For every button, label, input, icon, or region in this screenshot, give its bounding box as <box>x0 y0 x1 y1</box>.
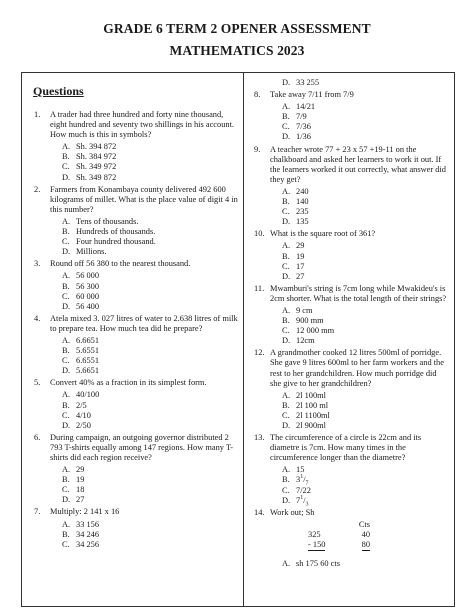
question-text: Take away 7/11 from 7/9 <box>270 90 354 100</box>
option-letter: D. <box>282 421 291 430</box>
option-text: 18 <box>76 485 85 495</box>
answer-option <box>282 272 448 282</box>
option-text: 27 <box>296 271 305 281</box>
question-number: 10. <box>254 229 265 239</box>
question-number: 8. <box>254 90 261 100</box>
option-text: 14/21 <box>296 102 316 112</box>
answer-option <box>282 197 448 207</box>
answer-option <box>282 401 448 411</box>
option-letter: C. <box>62 539 70 549</box>
option-text: 235 <box>296 207 309 217</box>
answer-option <box>62 421 238 431</box>
answer-option <box>282 207 448 217</box>
option-text: 900 mm <box>296 316 324 326</box>
option-text: Tens of thousands. <box>76 216 139 226</box>
option-letter: B. <box>62 152 70 162</box>
answer-option <box>62 227 238 237</box>
question-1 <box>30 110 238 140</box>
option-letter: D. <box>282 217 291 227</box>
question-5 <box>30 378 238 388</box>
option-letter: C. <box>62 356 70 366</box>
option-letter: A. <box>62 465 71 475</box>
option-text: 4/10 <box>76 410 91 420</box>
fraction-denominator: 7 <box>305 481 309 488</box>
question-text: A trader had three hundred and forty nine thousand, eight hundred and seventy two shillings in his account. How much is this in symbols? <box>50 110 234 140</box>
question-12 <box>250 348 448 388</box>
question-2 <box>30 185 238 215</box>
question-13 <box>250 433 448 463</box>
question-number: 3. <box>34 259 41 269</box>
option-text: 29 <box>296 241 305 251</box>
question-6 <box>30 433 238 463</box>
answer-options <box>282 241 448 281</box>
option-letter: B. <box>62 281 70 291</box>
question-number: 7. <box>34 507 41 517</box>
question-11 <box>250 284 448 304</box>
option-letter: B. <box>282 316 290 326</box>
answer-options <box>282 465 448 508</box>
answer-option <box>282 252 448 262</box>
option-text: 7/36 <box>296 122 311 132</box>
work-row <box>308 530 370 540</box>
option-letter: B. <box>62 475 70 485</box>
answer-options <box>62 271 238 311</box>
answer-option <box>62 247 238 257</box>
question-number: 13. <box>254 433 265 443</box>
option-letter: D. <box>282 132 291 142</box>
question-14 <box>250 508 448 518</box>
fraction-denominator: 3 <box>305 501 309 508</box>
shillings-value: - 150 <box>308 540 325 551</box>
option-text: 5.6551 <box>76 346 100 356</box>
option-letter: A. <box>282 305 291 315</box>
answer-options <box>282 78 448 88</box>
answer-option <box>62 152 238 162</box>
question-4 <box>30 314 238 334</box>
answer-options <box>282 102 448 142</box>
answer-option <box>62 282 238 292</box>
option-text: 9 cm <box>296 305 313 315</box>
option-text: 7/9 <box>296 112 307 122</box>
option-text: 33 255 <box>296 78 320 87</box>
shillings-value: 325 <box>308 529 321 539</box>
question-7 <box>30 507 238 517</box>
right-column <box>250 78 448 571</box>
answer-option <box>282 465 448 475</box>
answer-options <box>282 391 448 431</box>
option-text: 34 256 <box>76 539 100 549</box>
answer-option <box>62 237 238 247</box>
option-letter: A. <box>282 102 291 112</box>
answer-option <box>282 316 448 326</box>
option-letter: D. <box>282 336 291 346</box>
answer-option <box>62 302 238 312</box>
question-10 <box>250 229 448 239</box>
answer-option <box>62 271 238 281</box>
answer-option <box>282 122 448 132</box>
option-letter: D. <box>62 247 71 257</box>
option-letter: D. <box>62 420 71 430</box>
question-number: 5. <box>34 378 41 388</box>
answer-option <box>282 217 448 227</box>
left-column <box>30 78 238 552</box>
option-text: 2l 100ml <box>296 390 327 400</box>
option-text: 7 <box>296 495 301 505</box>
answer-option <box>282 241 448 251</box>
answer-options <box>62 217 238 257</box>
option-text: 56 000 <box>76 271 100 281</box>
answer-options <box>282 559 448 569</box>
option-text: 60 000 <box>76 291 100 301</box>
option-letter: C. <box>282 485 290 495</box>
answer-option <box>62 411 238 421</box>
option-letter: B. <box>282 251 290 261</box>
option-text: Millions. <box>76 247 107 257</box>
option-letter: A. <box>62 335 71 345</box>
option-letter: B. <box>62 346 70 356</box>
option-letter: A. <box>282 465 291 475</box>
question-number: 6. <box>34 432 41 442</box>
answer-option <box>282 78 448 88</box>
question-text: Convert 40% as a fraction in its simplest form. <box>50 378 207 388</box>
answer-option <box>282 306 448 316</box>
option-letter: D. <box>62 172 71 182</box>
option-letter: C. <box>282 207 290 217</box>
answer-option <box>282 336 448 346</box>
answer-option <box>282 486 448 496</box>
option-letter: B. <box>282 197 290 207</box>
question-text: Mwamburi's string is 7cm long while Mwakideu's is 2cm shorter. What is the total length of their strings? <box>270 283 447 303</box>
option-letter: A. <box>62 519 71 529</box>
option-text: 33 156 <box>76 519 100 529</box>
answer-option <box>282 102 448 112</box>
question-3 <box>30 259 238 269</box>
fraction-numerator: 1 <box>300 494 304 501</box>
option-letter: D. <box>282 78 291 87</box>
answer-option <box>62 173 238 183</box>
option-text: 34 246 <box>76 529 100 539</box>
section-heading: Questions <box>33 84 84 98</box>
option-letter: B. <box>282 400 290 410</box>
option-letter: C. <box>62 485 70 495</box>
cents-value: 80 <box>362 540 370 551</box>
answer-option <box>282 391 448 401</box>
cents-header: Cts <box>358 519 370 529</box>
option-text: 2/5 <box>76 400 87 410</box>
option-text: 135 <box>296 217 309 227</box>
question-number: 14. <box>254 507 265 517</box>
option-text: sh 175 60 cts <box>296 559 340 569</box>
answer-option <box>62 162 238 172</box>
option-text: Four hundred thousand. <box>76 237 156 247</box>
work-header <box>308 520 370 530</box>
option-text: 2/50 <box>76 420 91 430</box>
option-letter: A. <box>282 390 291 400</box>
option-text: Sh. 394 872 <box>76 142 117 152</box>
answer-option <box>62 475 238 485</box>
option-letter: A. <box>62 142 71 152</box>
answer-option <box>282 112 448 122</box>
option-text: 5.6651 <box>76 366 100 376</box>
option-letter: A. <box>282 241 291 251</box>
answer-option <box>62 346 238 356</box>
answer-option <box>62 485 238 495</box>
answer-option <box>282 559 448 569</box>
option-text: 6.6651 <box>76 335 100 345</box>
option-letter: D. <box>282 271 291 281</box>
answer-options <box>62 142 238 182</box>
answer-option: B. $3^1/_7$ <box>282 474 309 488</box>
answer-options <box>62 336 238 376</box>
answer-option <box>282 132 448 142</box>
question-number: 2. <box>34 184 41 194</box>
answer-option <box>62 336 238 346</box>
option-letter: D. <box>62 495 71 505</box>
option-text: Sh. 349 872 <box>76 172 117 182</box>
option-letter: C. <box>62 410 70 420</box>
answer-option <box>62 390 238 400</box>
option-letter: B. <box>282 475 290 485</box>
option-letter: C. <box>62 162 70 172</box>
option-letter: D. <box>62 366 71 376</box>
answer-option <box>62 356 238 366</box>
fraction-numerator: 1 <box>300 474 304 481</box>
option-letter: B. <box>282 112 290 122</box>
option-letter: A. <box>62 390 71 400</box>
option-text: 7/22 <box>296 485 311 495</box>
answer-option <box>282 187 448 197</box>
option-text: 56 400 <box>76 301 100 311</box>
option-letter: C. <box>62 291 70 301</box>
option-text: 40/100 <box>76 390 100 400</box>
answer-option <box>62 495 238 505</box>
option-letter: C. <box>282 326 290 336</box>
option-text: 2l 900ml <box>296 421 327 430</box>
option-text: 2l 100 ml <box>296 400 329 410</box>
option-text: Hundreds of thousands. <box>76 227 156 237</box>
option-letter: A. <box>282 559 291 569</box>
question-8 <box>250 90 448 100</box>
option-text: 3 <box>296 475 301 485</box>
option-text: 19 <box>76 475 85 485</box>
column-divider <box>243 72 244 607</box>
option-text: 27 <box>76 495 85 505</box>
subject-title: MATHEMATICS 2023 <box>169 43 305 58</box>
option-text: 56 300 <box>76 281 100 291</box>
answer-options <box>62 390 238 430</box>
answer-option <box>62 142 238 152</box>
option-text: 29 <box>76 465 85 475</box>
answer-option <box>282 326 448 336</box>
answer-options <box>62 520 238 550</box>
option-text: 1/36 <box>296 132 311 142</box>
option-text: 15 <box>296 465 305 475</box>
answer-option <box>62 401 238 411</box>
answer-option <box>282 421 448 431</box>
answer-option <box>282 411 448 421</box>
answer-option <box>62 217 238 227</box>
work-row <box>308 540 370 551</box>
option-text: 17 <box>296 261 305 271</box>
option-letter: A. <box>62 271 71 281</box>
option-letter: B. <box>62 400 70 410</box>
option-letter: C. <box>282 261 290 271</box>
question-text: Atela mixed 3. 027 litres of water to 2.638 litres of milk to prepare tea. How much tea did he prepare? <box>50 313 238 333</box>
question-text: A teacher wrote 77 + 23 x 57 +19-11 on the chalkboard and asked her learners to work it out. If the learners worked it out correctly, what answer did they get? <box>270 144 446 184</box>
answer-option <box>62 530 238 540</box>
question-text: Work out; Sh <box>270 507 315 517</box>
answer-option <box>62 366 238 376</box>
option-letter: A. <box>62 216 71 226</box>
answer-option <box>62 292 238 302</box>
question-number: 4. <box>34 313 41 323</box>
option-text: 12cm <box>296 336 315 346</box>
option-letter: D. <box>282 495 291 505</box>
option-text: 12 000 mm <box>296 326 335 336</box>
assessment-title: GRADE 6 TERM 2 OPENER ASSESSMENT <box>103 21 371 36</box>
option-letter: B. <box>62 227 70 237</box>
question-number: 12. <box>254 348 265 358</box>
option-text: 2l 1100ml <box>296 410 330 420</box>
option-text: 140 <box>296 197 309 207</box>
question-text: Farmers from Konambaya county delivered 492 600 kilograms of millet. What is the place value of digit 4 in this number? <box>50 184 238 214</box>
option-letter: C. <box>282 410 290 420</box>
question-number: 11. <box>254 283 265 293</box>
option-letter: C. <box>282 122 290 132</box>
option-text: Sh. 384 972 <box>76 152 117 162</box>
option-text: 19 <box>296 251 305 261</box>
question-number: 9. <box>254 144 261 154</box>
option-letter: B. <box>62 529 70 539</box>
cents-value: 40 <box>361 529 370 539</box>
option-text: 6.6551 <box>76 356 100 366</box>
question-9 <box>250 145 448 185</box>
answer-options <box>282 187 448 227</box>
question-text: The circumference of a circle is 22cm and its diametre is 7cm. How many times in the circumference longer than the diametre? <box>270 433 422 463</box>
answer-options <box>62 465 238 505</box>
answer-option <box>62 520 238 530</box>
option-text: 240 <box>296 186 309 196</box>
answer-option: D. $7^1/_3$ <box>282 494 309 508</box>
option-letter: D. <box>62 301 71 311</box>
question-text: What is the square root of 361? <box>270 229 376 239</box>
answer-option <box>62 465 238 475</box>
question-text: Round off 56 380 to the nearest thousand. <box>50 259 191 269</box>
answer-options <box>282 306 448 346</box>
option-letter: C. <box>62 237 70 247</box>
question-text: During campaign, an outgoing governor distributed 2 793 T-shirts equally among 147 regions. How many T-shirts did each region receive? <box>50 432 234 462</box>
work-out-sum <box>308 520 370 551</box>
question-text: A grandmother cooked 12 litres 500ml of porridge. She gave 9 litres 600ml to her farm workers and the rest to her grandchildren. How much porridge did she give to her grandchildren? <box>270 348 444 388</box>
question-text: Multiply: 2 141 x 16 <box>50 507 120 517</box>
option-letter: A. <box>282 186 291 196</box>
question-number: 1. <box>34 110 41 119</box>
answer-option <box>282 262 448 272</box>
answer-option <box>62 540 238 550</box>
option-text: Sh. 349 972 <box>76 162 117 172</box>
